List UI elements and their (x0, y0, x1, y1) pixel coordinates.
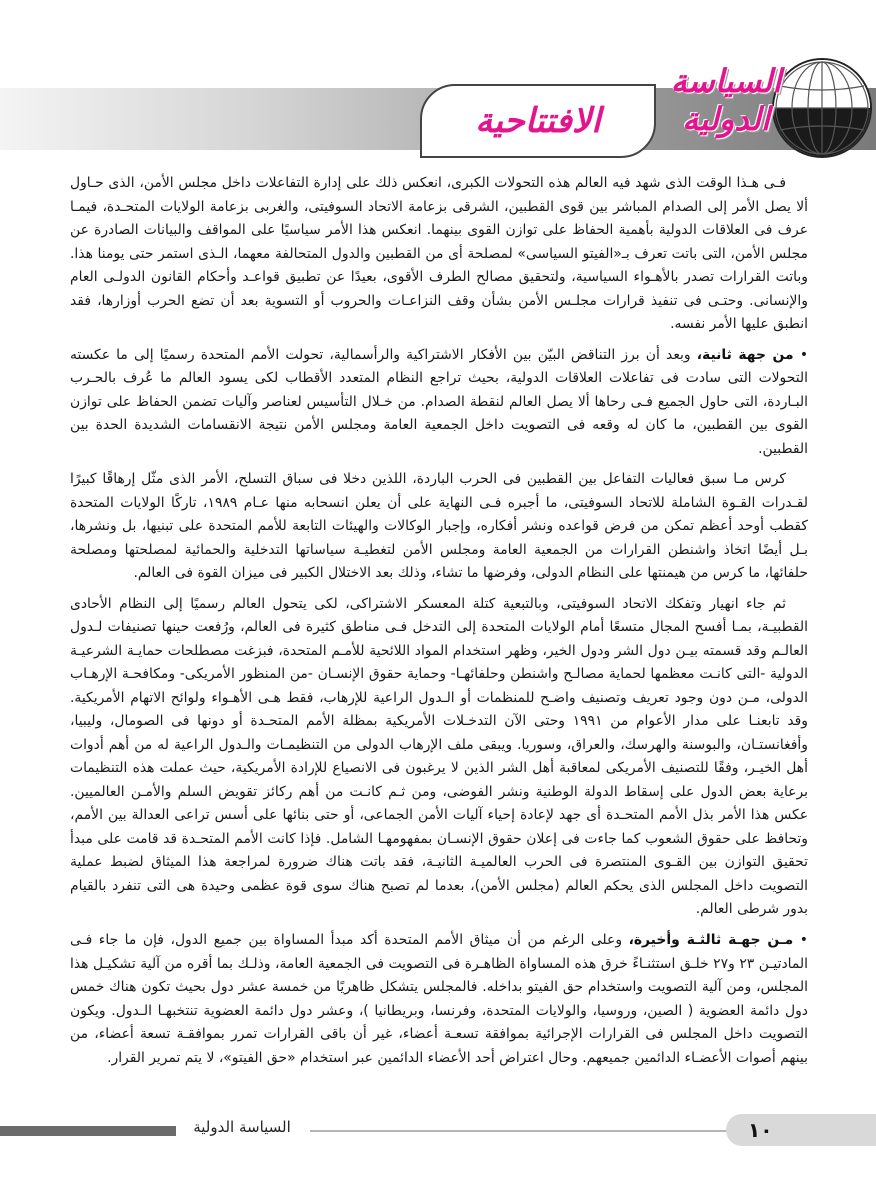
footer-bar (0, 1126, 176, 1136)
paragraph-text: وعلى الرغم من أن ميثاق الأمم المتحدة أكد مبدأ المساواة بين جميع الدول، فإن ما جاء فـى المادتيـن ٢٣ و٢٧ خلـق استثنـاءً خرق هذه المساواة الظاهـرة فى التصويت فى الجمعية العامة، وذلـك بما أقره من آلية تشكيـل هذا المجلس، ومن آلية التصويت واستخدام حق الفيتو بداخله. فالمجلس يتشكل ظاهريًا من خمسة عشر دول بحيث تكون هناك خمس دول دائمة العضوية ( الصين، وروسيا، والولايات المتحدة، وفرنسا، وبريطانيا )، وعشر دول دائمة العضوية تنتخبهـا الـدول. ويكون التصويت داخل المجلس فى القرارات الإجرائية بموافقة تسعـة أعضاء، غير أن باقى القرارات تمرر بموافقـة تسعة أعضاء، من بينهم أصوات الأعضـاء الدائمين جميعهم. وحال اعتراض أحد الأعضاء الدائمين عبر استخدام «حق الفيتو»، لا يتم تمرير القرار. (70, 931, 808, 1066)
article-paragraph: • مـن جهـة ثالثـة وأخيرة، وعلى الرغم من أن ميثاق الأمم المتحدة أكد مبدأ المساواة بين جميع الدول، فإن ما جاء فـى المادتيـن ٢٣ و٢٧ خلـق استثنـاءً خرق هذه المساواة الظاهـرة فى التصويت فى الجمعية العامة، وذلـك بما أقره من آلية تشكيـل هذا المجلس، ومن آلية التصويت واستخدام حق الفيتو بداخله. فالمجلس يتشكل ظاهريًا من خمسة عشر دول بحيث تكون هناك خمس دول دائمة العضوية ( الصين، وروسيا، والولايات المتحدة، وفرنسا، وبريطانيا )، وعشر دول دائمة العضوية تنتخبهـا الـدول. ويكون التصويت داخل المجلس فى القرارات الإجرائية بموافقة تسعـة أعضاء، غير أن باقى القرارات تمرر بموافقـة تسعة أعضاء، من بينهم أصوات الأعضـاء الدائمين جميعهم. وحال اعتراض أحد الأعضاء الدائمين عبر استخدام «حق الفيتو»، لا يتم تمرير القرار. (70, 931, 808, 1066)
article-paragraph: كرس مـا سبق فعاليات التفاعل بين القطبين فى الحرب الباردة، اللذين دخلا فى سباق التسلح، الأمر الذى مثّل إرهاقًا كبيرًا لقـدرات القـوة الشاملة للاتحاد السوفيتى، ما أجبره فـى النهاية على أن يعلن انسحابه منها عـام ١٩٨٩، تاركًا الولايات المتحدة كقطب أوحد أعظم تمكن من فرض قواعده ونشر أفكاره، وإجبار الوكالات والهيئات التابعة للأمم المتحدة على تبنيها، بل ونشرها، بـل أيضًا اتخاذ واشنطن القرارات من الجمعية العامة ومجلس الأمن لتغطيـة سياساتها التدخلية والحمائية لمصلحتها ومصلحة حلفائها، ما كرس من هيمنتها على النظام الدولى، وفرضها ما تشاء، وذلك بعد الاختلال الكبير فى ميزان القوة فى العالم. (70, 471, 808, 582)
magazine-logo (666, 62, 786, 146)
paragraph-lead: مـن جهـة ثالثـة وأخيرة، (628, 931, 794, 948)
footer-magazine-name: السياسة الدولية (193, 1118, 291, 1136)
page-number-tab (726, 1114, 876, 1146)
paragraph-text: وبعد أن برز التناقض البيّن بين الأفكار الاشتراكية والرأسمالية، تحولت الأمم المتحدة رسميًا إلى ما عكسته التحولات التى سادت فى تفاعلات العلاقات الدولية، بحيث تراجع النظام المتعدد الأقطاب لكى يسود العالم ما عُرف بالحـرب البـاردة، التى حاول الجميع فـى رحاها ألا يصل العالم لنقطة الصدام. من خـلال التأسيس لعناصر وآليات تضمن الحفاظ على توازن القوى بين القطبين، ما كان له وقعه فى التصويت داخل الجمعية العامة ومجلس الأمن نتيجة الانقسامات الشديدة الحدة بين القطبين. (70, 346, 808, 457)
page-number: ١٠ (748, 1118, 773, 1142)
globe-icon (772, 58, 872, 158)
logo-line-1: السياسة (670, 62, 782, 100)
paragraph-lead: من جهة ثانية، (696, 346, 794, 363)
logo-line-2: الدولية (682, 100, 770, 138)
section-title: الافتتاحية (420, 84, 656, 158)
article-body (70, 172, 808, 1077)
article-paragraph: • من جهة ثانية، وبعد أن برز التناقض البيّن بين الأفكار الاشتراكية والرأسمالية، تحولت الأمم المتحدة رسميًا إلى ما عكسته التحولات التى سادت فى تفاعلات العلاقات الدولية، بحيث تراجع النظام المتعدد الأقطاب لكى يسود العالم ما عُرف بالحـرب البـاردة، التى حاول الجميع فـى رحاها ألا يصل العالم لنقطة الصدام. من خـلال التأسيس لعناصر وآليات تضمن الحفاظ على توازن القوى بين القطبين، ما كان له وقعه فى التصويت داخل الجمعية العامة ومجلس الأمن نتيجة الانقسامات الشديدة الحدة بين القطبين. (70, 346, 809, 457)
article-paragraph: ثم جاء انهيار وتفكك الاتحاد السوفيتى، وبالتبعية كتلة المعسكر الاشتراكى، لكى يتحول العالم رسميًا إلى النظام الأحادى القطبيـة، بمـا أفسح المجال متسعًا أمام الولايات المتحدة إلى التدخل فـى مناطق كثيرة فى العالم، ورُفعت حينها تصنيفات لـدول العالـم وقد قسمته بيـن دول الشر ودول الخير، وظهر استخدام المواد اللائحية للأمـم المتحدة، فبزغت مصطلحات حمايـة الشرعيـة الدولية -التى كانـت معظمها لحماية مصالـح واشنطن وحلفائهـا- وحماية حقوق الإنسـان -من المنظور الأمريكى- ومكافحـة الإرهـاب الدولى، مـن دون وجود تعريف وتصنيف واضـح للمنظمات أو الـدول الراعية للإرهاب، فقط هـى الأهـواء ولوائح الاتهام الأمريكية. وقد تابعنـا على مدار الأعوام من ١٩٩١ وحتى الآن التدخـلات الأمريكية بمظلة الأمم المتحـدة أو دونها فى الصومال، وليبيا، وأفغانستـان، والبوسنة والهرسك، والعراق، وسوريا. ويبقى ملف الإرهاب الدولى من التنظيمـات والـدول الراعية له من أهم أدوات أهل الخيـر، وفقًا للتصنيف الأمريكى لمعاقبة أهل الشر الذين لا يرغبون فى الانصياع للإرادة الأمريكية، حيث عملت هذه التنظيمات برعاية بعض الدول على إسقاط الدولة الوطنية ونشر الفوضى، ومن ثـم كانـت من أهم ركائز تقويض السلم والأمـن العالميين. عكس هذا الأمر بذل الأمم المتحـدة أى جهد لإعادة إحياء آليات الأمن الجماعى، أو حتى بنائها على أسس تراعى العدالة بين الأمم، وتحافظ على حقوق الشعوب كما جاءت فى إعلان حقوق الإنسـان بمفهومهـا الشامل. فإذا كانت الأمم المتحـدة قد قامت على مبدأ تحقيق التوازن بين القـوى المنتصرة فى الحرب العالميـة الثانيـة، فقد باتت هناك ضرورة لمراجعة هذا الميثاق لضبط عملية التصويت داخل المجلس الذى يحكم العالم (مجلس الأمن)، بعدما لم تصبح هناك سوى قوة عظمى وحيدة هى التى تنفرد بالقيام بدور شرطى العالم. (70, 595, 808, 918)
footer-divider (310, 1130, 770, 1132)
article-paragraph: فـى هـذا الوقت الذى شهد فيه العالم هذه التحولات الكبرى، انعكس ذلك على إدارة التفاعلات داخل مجلس الأمن، الذى حـاول ألا يصل الأمر إلى الصدام المباشر بين قوى القطبين، الشرقى بزعامة الاتحاد السوفيتى، والغربى بزعامة الولايات المتحـدة، فيمـا عرف فى العلاقات الدولية بأهمية الحفاظ على توازن القوى بينهما. انعكس هذا الأمر سياسيًا على المواقف والبيانات الصادرة عن مجلس الأمن، التى باتت تعرف بـ«الفيتو السياسى» لمصلحة أى من القطبين والدول المتحالفة معهما، الـذى استمر حتى يومنا هذا. وباتت القرارات تصدر بالأهـواء السياسية، ولتحقيق مصالح الطرف الأقوى، بعيدًا عن تطبيق قواعـد وأحكام القانون الدولـى العام والإنسانى. وحتـى فى تنفيذ قرارات مجلـس الأمن بشأن وقف النزاعـات والحروب أو التسوية بعد أن تضع الحرب أوزارها، فقد انطبق عليها الأمر نفسه. (70, 175, 808, 333)
